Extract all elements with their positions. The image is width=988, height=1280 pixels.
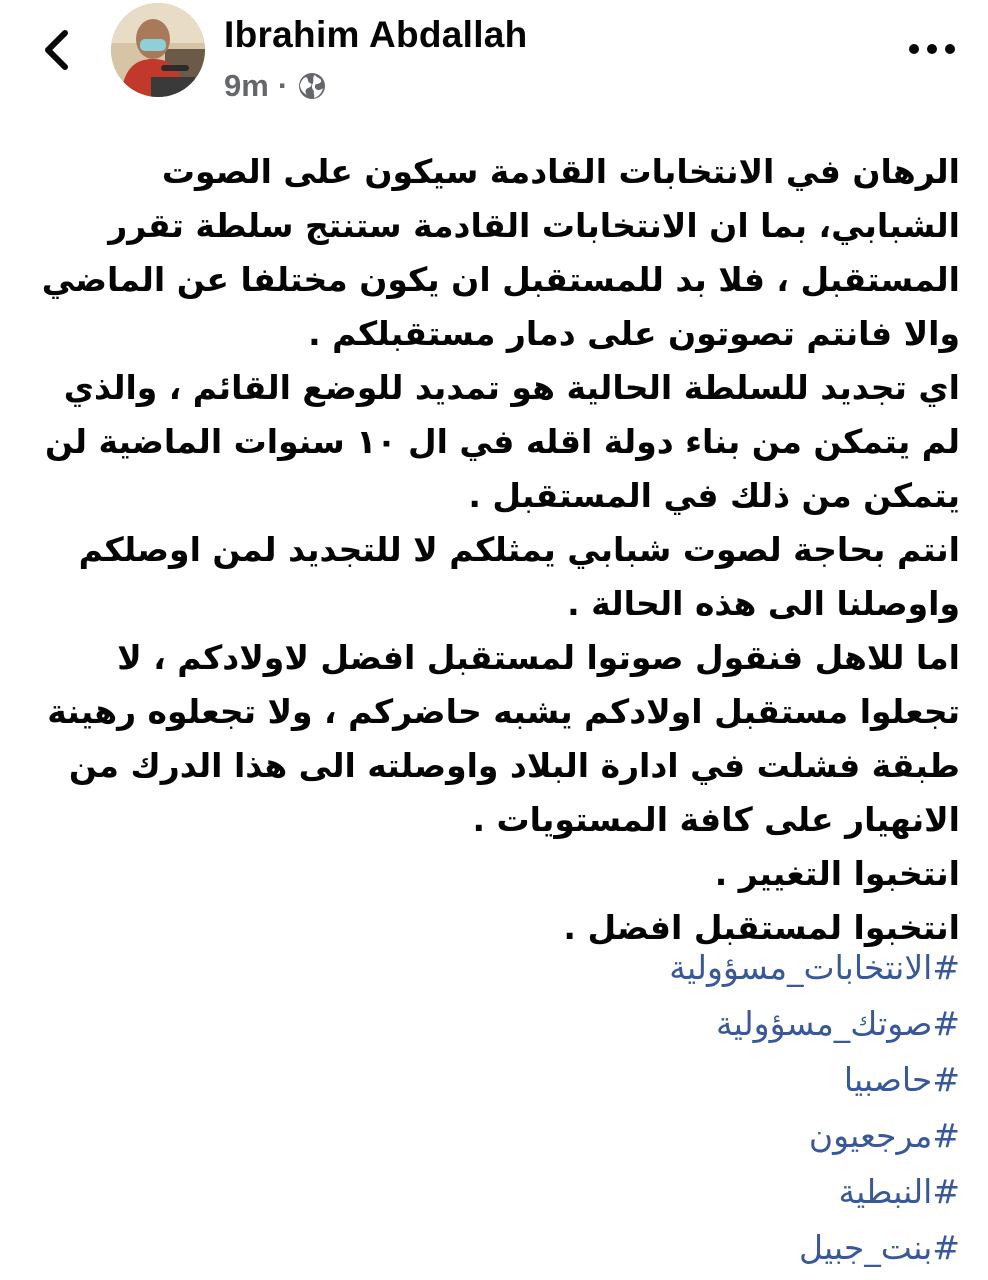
avatar[interactable]	[111, 3, 205, 97]
post-paragraph: اما للاهل فنقول صوتوا لمستقبل افضل لاولادكم ، لا تجعلوا مستقبل اولادكم يشبه حاضركم ، ولا تجعلوه رهينة طبقة فشلت في ادارة البلاد واوصلته الى هذا الدرك من الانهيار على كافة المستويات .	[47, 638, 960, 839]
globe-icon[interactable]	[297, 71, 327, 101]
hashtag-link[interactable]: #صوتك_مسؤولية	[715, 1004, 960, 1043]
back-button[interactable]	[28, 22, 84, 78]
hashtag-link[interactable]: #حاصبيا	[843, 1060, 960, 1099]
post-paragraph: اي تجديد للسلطة الحالية هو تمديد للوضع القائم ، والذي لم يتمكن من بناء دولة اقله في ال ١٠ سنوات الماضية لن يتمكن من ذلك في المستقبل .	[44, 368, 960, 515]
more-dots-icon	[907, 43, 957, 55]
profile-photo	[111, 3, 205, 97]
author-name[interactable]: Ibrahim Abdallah	[224, 14, 528, 55]
post-paragraph: انتخبوا لمستقبل افضل .	[563, 908, 960, 947]
hashtag-link[interactable]: #الانتخابات_مسؤولية	[669, 948, 960, 987]
post-text	[28, 145, 960, 955]
post-header	[0, 0, 988, 120]
chevron-left-icon	[41, 29, 71, 71]
hashtag-list	[28, 940, 960, 1276]
post-meta	[224, 68, 327, 104]
hashtag-link[interactable]: #النبطية	[838, 1172, 960, 1211]
more-options-button[interactable]	[902, 26, 962, 72]
post-paragraph: انتخبوا التغيير .	[714, 854, 960, 893]
hashtag-link[interactable]: #مرجعيون	[808, 1116, 960, 1155]
meta-separator: ·	[277, 68, 289, 103]
post-paragraph: الرهان في الانتخابات القادمة سيكون على الصوت الشبابي، بما ان الانتخابات القادمة ستنتج سلطة تقرر المستقبل ، فلا بد للمستقبل ان يكون مختلفا عن الماضي والا فانتم تصوتون على دمار مستقبلكم .	[41, 152, 960, 353]
hashtag-link[interactable]: #بنت_جبيل	[798, 1228, 960, 1267]
post-paragraph: انتم بحاجة لصوت شبابي يمثلكم لا للتجديد لمن اوصلكم واوصلنا الى هذه الحالة .	[78, 530, 960, 623]
post-time[interactable]: 9m	[224, 68, 269, 103]
